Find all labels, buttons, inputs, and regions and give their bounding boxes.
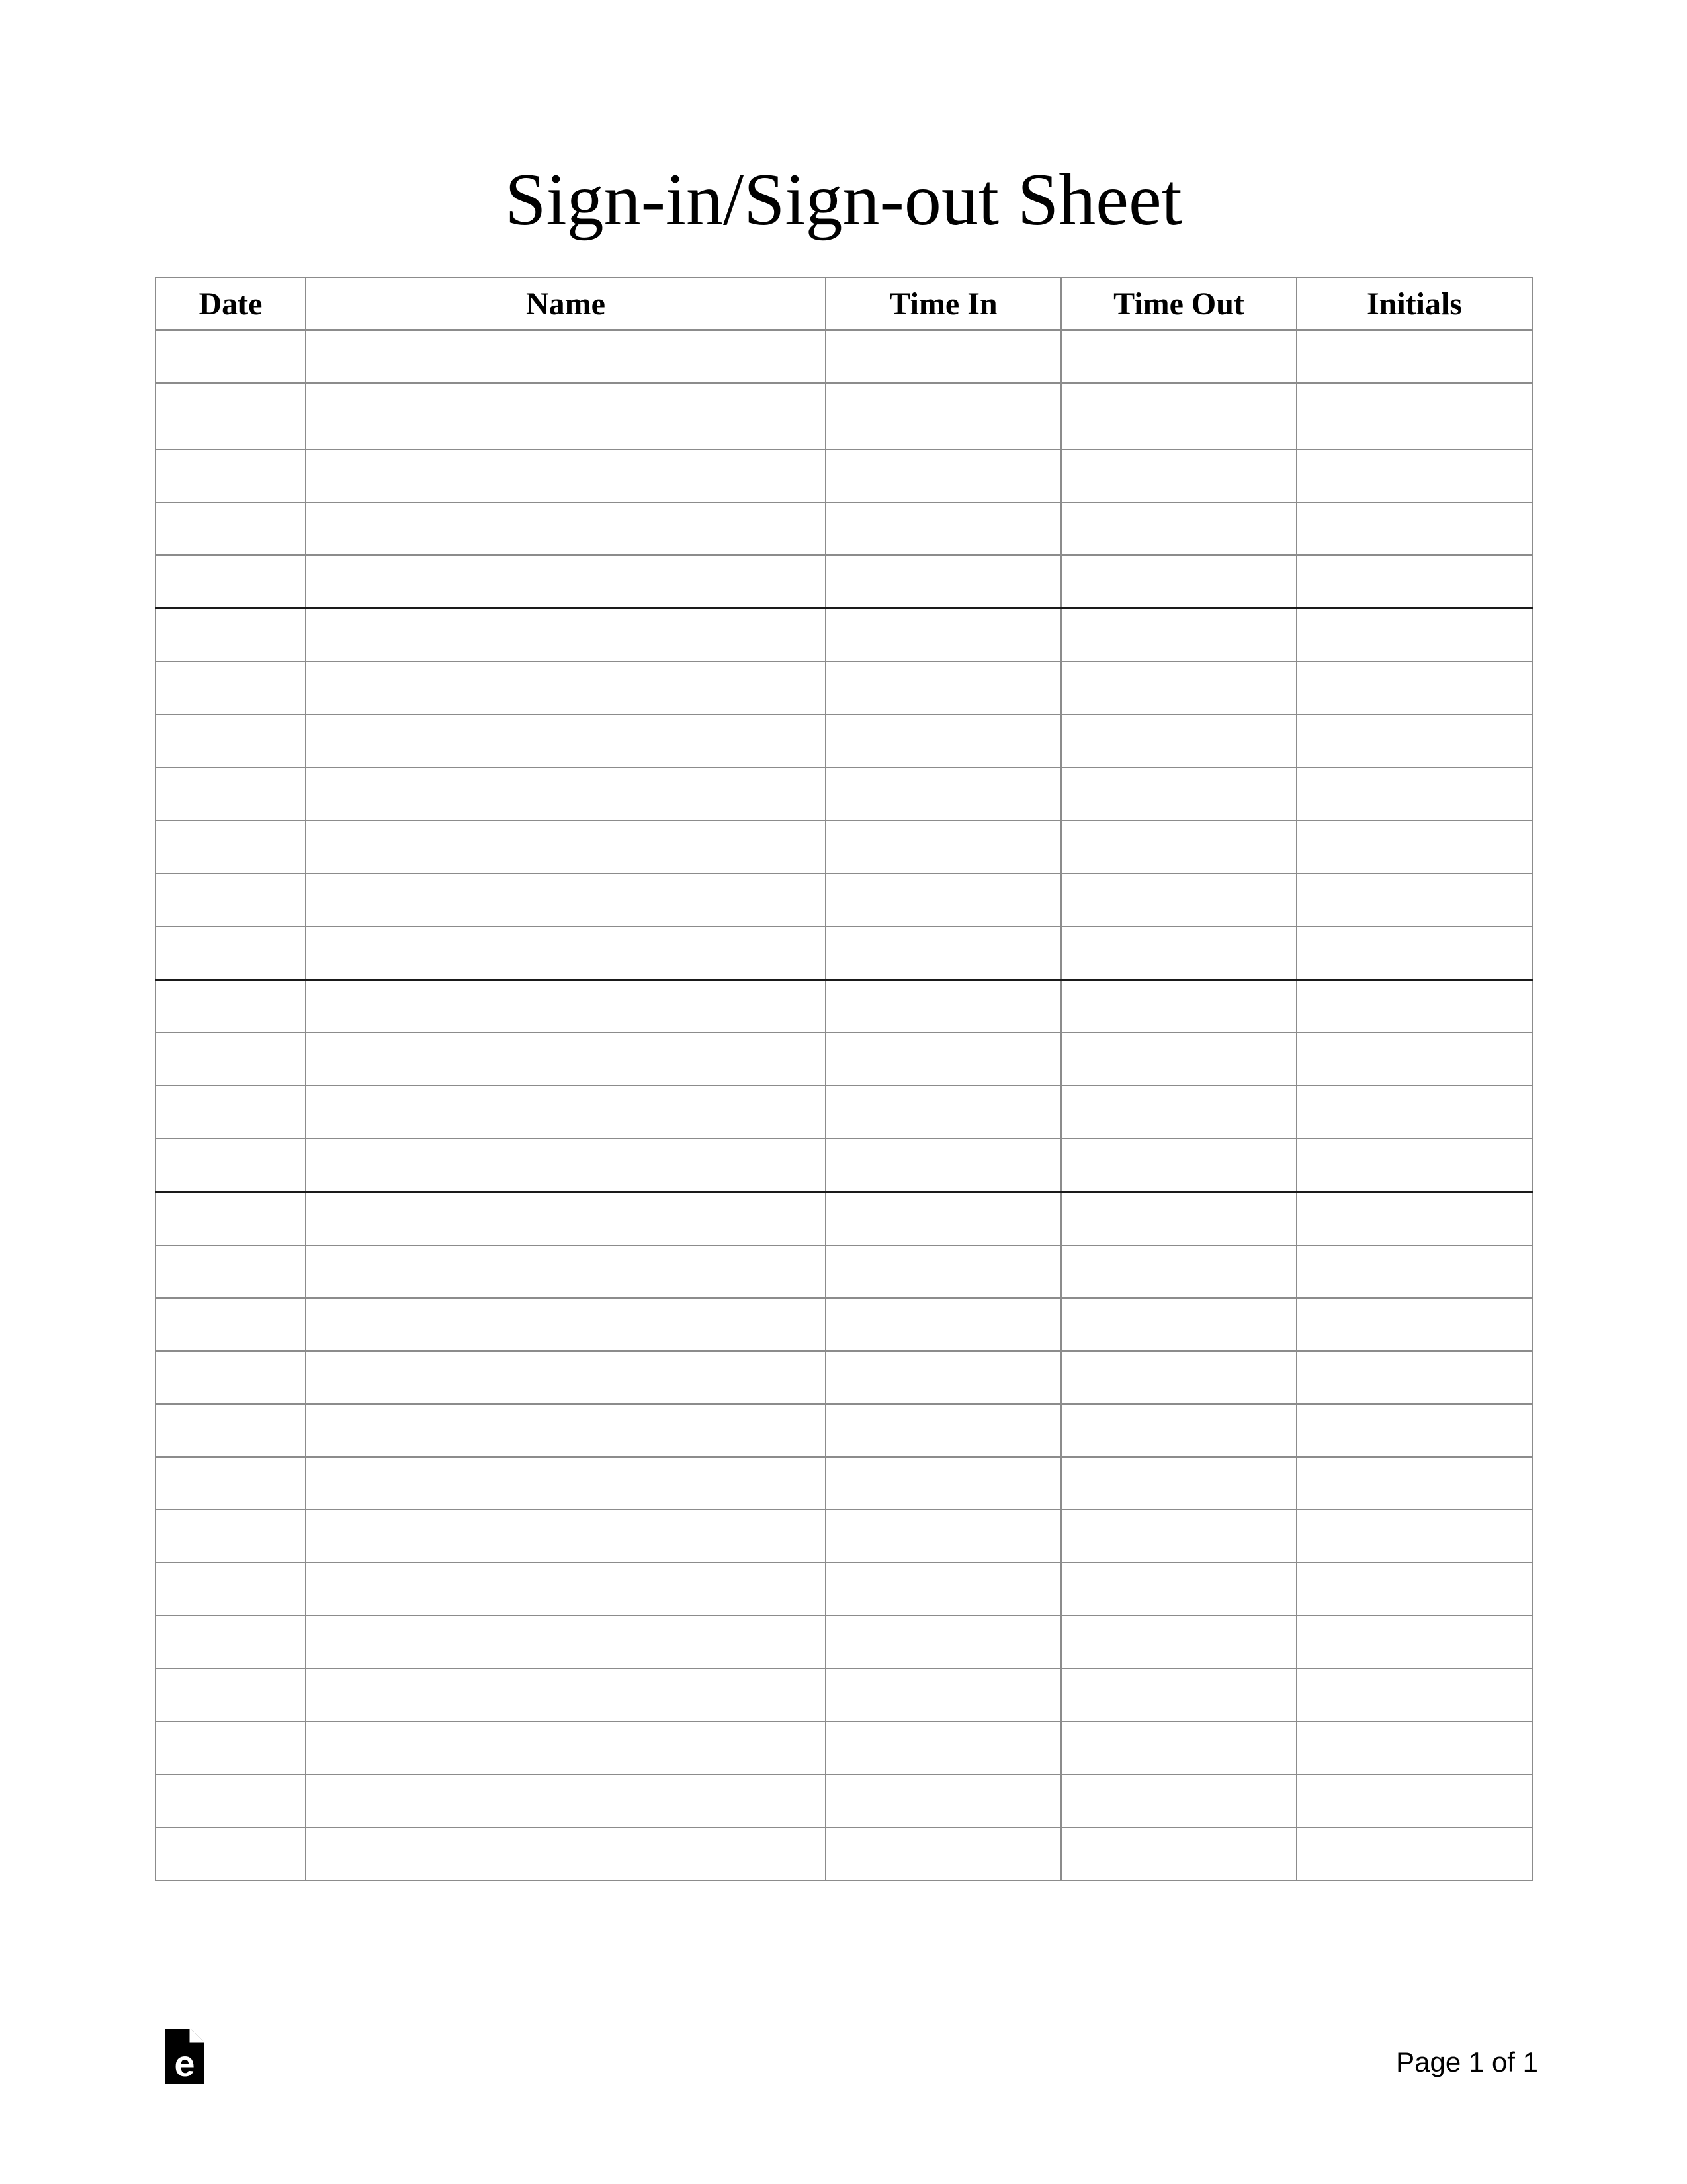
table-row	[155, 1510, 1532, 1563]
time-out-cell[interactable]	[1061, 1192, 1297, 1246]
name-cell[interactable]	[306, 662, 826, 715]
date-cell[interactable]	[155, 1774, 306, 1827]
time-out-cell[interactable]	[1061, 662, 1297, 715]
time-in-cell[interactable]	[826, 1245, 1061, 1298]
page-title: Sign-in/Sign-out Sheet	[505, 159, 1182, 241]
time-in-cell[interactable]	[826, 1457, 1061, 1510]
table-row	[155, 1245, 1532, 1298]
initials-cell[interactable]	[1297, 1722, 1532, 1774]
logo-letter: e	[174, 2042, 195, 2084]
column-header-initials: Initials	[1297, 277, 1532, 330]
initials-cell[interactable]	[1297, 1563, 1532, 1616]
name-cell[interactable]	[306, 1457, 826, 1510]
time-out-cell[interactable]	[1061, 609, 1297, 662]
initials-cell[interactable]	[1297, 1351, 1532, 1404]
time-out-cell[interactable]	[1061, 926, 1297, 980]
table-row	[155, 715, 1532, 767]
table-row	[155, 1616, 1532, 1669]
time-in-cell[interactable]	[826, 873, 1061, 926]
initials-cell[interactable]	[1297, 1245, 1532, 1298]
date-cell[interactable]	[155, 1298, 306, 1351]
time-out-cell[interactable]	[1061, 1404, 1297, 1457]
time-out-cell[interactable]	[1061, 1774, 1297, 1827]
date-cell[interactable]	[155, 980, 306, 1033]
time-in-cell[interactable]	[826, 1086, 1061, 1139]
date-cell[interactable]	[155, 1563, 306, 1616]
date-cell[interactable]	[155, 1722, 306, 1774]
initials-cell[interactable]	[1297, 502, 1532, 555]
name-cell[interactable]	[306, 1669, 826, 1722]
time-in-cell[interactable]	[826, 1351, 1061, 1404]
date-cell[interactable]	[155, 873, 306, 926]
name-cell[interactable]	[306, 1298, 826, 1351]
table-row	[155, 873, 1532, 926]
date-cell[interactable]	[155, 1351, 306, 1404]
table-row	[155, 1669, 1532, 1722]
date-cell[interactable]	[155, 330, 306, 383]
time-in-cell[interactable]	[826, 662, 1061, 715]
time-in-cell[interactable]	[826, 1139, 1061, 1192]
date-cell[interactable]	[155, 1139, 306, 1192]
time-out-cell[interactable]	[1061, 555, 1297, 609]
initials-cell[interactable]	[1297, 1192, 1532, 1246]
initials-cell[interactable]	[1297, 1669, 1532, 1722]
date-cell[interactable]	[155, 1616, 306, 1669]
document-e-icon	[165, 2029, 204, 2084]
column-header-name: Name	[306, 277, 826, 330]
table-row	[155, 820, 1532, 873]
name-cell[interactable]	[306, 715, 826, 767]
page-number: Page 1 of 1	[1396, 2046, 1538, 2077]
table-row	[155, 767, 1532, 820]
name-cell[interactable]	[306, 820, 826, 873]
time-in-cell[interactable]	[826, 820, 1061, 873]
date-cell[interactable]	[155, 449, 306, 502]
time-in-cell[interactable]	[826, 1616, 1061, 1669]
name-cell[interactable]	[306, 1192, 826, 1246]
initials-cell[interactable]	[1297, 330, 1532, 383]
time-out-cell[interactable]	[1061, 980, 1297, 1033]
time-out-cell[interactable]	[1061, 383, 1297, 449]
time-in-cell[interactable]	[826, 1510, 1061, 1563]
initials-cell[interactable]	[1297, 555, 1532, 609]
name-cell[interactable]	[306, 1404, 826, 1457]
table-row	[155, 1722, 1532, 1774]
name-cell[interactable]	[306, 383, 826, 449]
time-out-cell[interactable]	[1061, 820, 1297, 873]
name-cell[interactable]	[306, 1086, 826, 1139]
name-cell[interactable]	[306, 1351, 826, 1404]
time-in-cell[interactable]	[826, 555, 1061, 609]
table-row	[155, 609, 1532, 662]
time-out-cell[interactable]	[1061, 1722, 1297, 1774]
name-cell[interactable]	[306, 1774, 826, 1827]
time-out-cell[interactable]	[1061, 767, 1297, 820]
time-in-cell[interactable]	[826, 1827, 1061, 1880]
time-out-cell[interactable]	[1061, 1457, 1297, 1510]
time-in-cell[interactable]	[826, 609, 1061, 662]
name-cell[interactable]	[306, 1033, 826, 1086]
initials-cell[interactable]	[1297, 873, 1532, 926]
time-in-cell[interactable]	[826, 1033, 1061, 1086]
table-row	[155, 926, 1532, 980]
time-in-cell[interactable]	[826, 767, 1061, 820]
time-in-cell[interactable]	[826, 383, 1061, 449]
time-out-cell[interactable]	[1061, 715, 1297, 767]
name-cell[interactable]	[306, 767, 826, 820]
time-in-cell[interactable]	[826, 1563, 1061, 1616]
initials-cell[interactable]	[1297, 1033, 1532, 1086]
time-out-cell[interactable]	[1061, 873, 1297, 926]
time-in-cell[interactable]	[826, 1669, 1061, 1722]
time-out-cell[interactable]	[1061, 1298, 1297, 1351]
header-row	[155, 277, 1532, 330]
table-row	[155, 980, 1532, 1033]
date-cell[interactable]	[155, 1510, 306, 1563]
initials-cell[interactable]	[1297, 715, 1532, 767]
date-cell[interactable]	[155, 1086, 306, 1139]
time-in-cell[interactable]	[826, 330, 1061, 383]
time-in-cell[interactable]	[826, 980, 1061, 1033]
table-row	[155, 1033, 1532, 1086]
date-cell[interactable]	[155, 383, 306, 449]
initials-cell[interactable]	[1297, 1457, 1532, 1510]
date-cell[interactable]	[155, 1192, 306, 1246]
table-row	[155, 1827, 1532, 1880]
name-cell[interactable]	[306, 1510, 826, 1563]
initials-cell[interactable]	[1297, 1616, 1532, 1669]
initials-cell[interactable]	[1297, 1510, 1532, 1563]
table-row	[155, 1457, 1532, 1510]
name-cell[interactable]	[306, 1563, 826, 1616]
table-row	[155, 1298, 1532, 1351]
name-cell[interactable]	[306, 449, 826, 502]
table-row	[155, 1139, 1532, 1192]
name-cell[interactable]	[306, 1722, 826, 1774]
name-cell[interactable]	[306, 609, 826, 662]
initials-cell[interactable]	[1297, 1086, 1532, 1139]
name-cell[interactable]	[306, 1616, 826, 1669]
initials-cell[interactable]	[1297, 926, 1532, 980]
date-cell[interactable]	[155, 926, 306, 980]
table-row	[155, 449, 1532, 502]
time-in-cell[interactable]	[826, 1404, 1061, 1457]
time-out-cell[interactable]	[1061, 1245, 1297, 1298]
time-in-cell[interactable]	[826, 502, 1061, 555]
initials-cell[interactable]	[1297, 449, 1532, 502]
initials-cell[interactable]	[1297, 980, 1532, 1033]
initials-cell[interactable]	[1297, 1774, 1532, 1827]
column-header-date: Date	[155, 277, 306, 330]
table-row	[155, 1351, 1532, 1404]
date-cell[interactable]	[155, 662, 306, 715]
table-row	[155, 555, 1532, 609]
initials-cell[interactable]	[1297, 1139, 1532, 1192]
date-cell[interactable]	[155, 1404, 306, 1457]
time-in-cell[interactable]	[826, 1774, 1061, 1827]
initials-cell[interactable]	[1297, 767, 1532, 820]
date-cell[interactable]	[155, 1033, 306, 1086]
initials-cell[interactable]	[1297, 820, 1532, 873]
initials-cell[interactable]	[1297, 1298, 1532, 1351]
initials-cell[interactable]	[1297, 1404, 1532, 1457]
time-in-cell[interactable]	[826, 715, 1061, 767]
table-row	[155, 662, 1532, 715]
time-out-cell[interactable]	[1061, 449, 1297, 502]
name-cell[interactable]	[306, 1139, 826, 1192]
date-cell[interactable]	[155, 555, 306, 609]
name-cell[interactable]	[306, 873, 826, 926]
name-cell[interactable]	[306, 1827, 826, 1880]
date-cell[interactable]	[155, 1827, 306, 1880]
initials-cell[interactable]	[1297, 383, 1532, 449]
time-out-cell[interactable]	[1061, 330, 1297, 383]
table-row	[155, 330, 1532, 383]
time-out-cell[interactable]	[1061, 1669, 1297, 1722]
time-out-cell[interactable]	[1061, 1616, 1297, 1669]
table-row	[155, 1404, 1532, 1457]
time-in-cell[interactable]	[826, 926, 1061, 980]
table-body	[155, 330, 1532, 1880]
table-row	[155, 383, 1532, 449]
time-in-cell[interactable]	[826, 1722, 1061, 1774]
name-cell[interactable]	[306, 330, 826, 383]
time-out-cell[interactable]	[1061, 502, 1297, 555]
column-header-time-out: Time Out	[1061, 277, 1297, 330]
time-out-cell[interactable]	[1061, 1086, 1297, 1139]
name-cell[interactable]	[306, 1245, 826, 1298]
date-cell[interactable]	[155, 1245, 306, 1298]
date-cell[interactable]	[155, 609, 306, 662]
table-row	[155, 502, 1532, 555]
initials-cell[interactable]	[1297, 662, 1532, 715]
initials-cell[interactable]	[1297, 1827, 1532, 1880]
time-out-cell[interactable]	[1061, 1563, 1297, 1616]
table-row	[155, 1086, 1532, 1139]
table-row	[155, 1192, 1532, 1246]
sign-in-table	[155, 277, 1533, 1881]
date-cell[interactable]	[155, 1669, 306, 1722]
table-row	[155, 1774, 1532, 1827]
date-cell[interactable]	[155, 1457, 306, 1510]
date-cell[interactable]	[155, 715, 306, 767]
name-cell[interactable]	[306, 555, 826, 609]
time-out-cell[interactable]	[1061, 1033, 1297, 1086]
time-out-cell[interactable]	[1061, 1351, 1297, 1404]
time-out-cell[interactable]	[1061, 1139, 1297, 1192]
time-in-cell[interactable]	[826, 449, 1061, 502]
date-cell[interactable]	[155, 767, 306, 820]
time-out-cell[interactable]	[1061, 1510, 1297, 1563]
column-header-time-in: Time In	[826, 277, 1061, 330]
name-cell[interactable]	[306, 502, 826, 555]
time-out-cell[interactable]	[1061, 1827, 1297, 1880]
time-in-cell[interactable]	[826, 1298, 1061, 1351]
name-cell[interactable]	[306, 980, 826, 1033]
initials-cell[interactable]	[1297, 609, 1532, 662]
date-cell[interactable]	[155, 502, 306, 555]
date-cell[interactable]	[155, 820, 306, 873]
name-cell[interactable]	[306, 926, 826, 980]
table-row	[155, 1563, 1532, 1616]
time-in-cell[interactable]	[826, 1192, 1061, 1246]
